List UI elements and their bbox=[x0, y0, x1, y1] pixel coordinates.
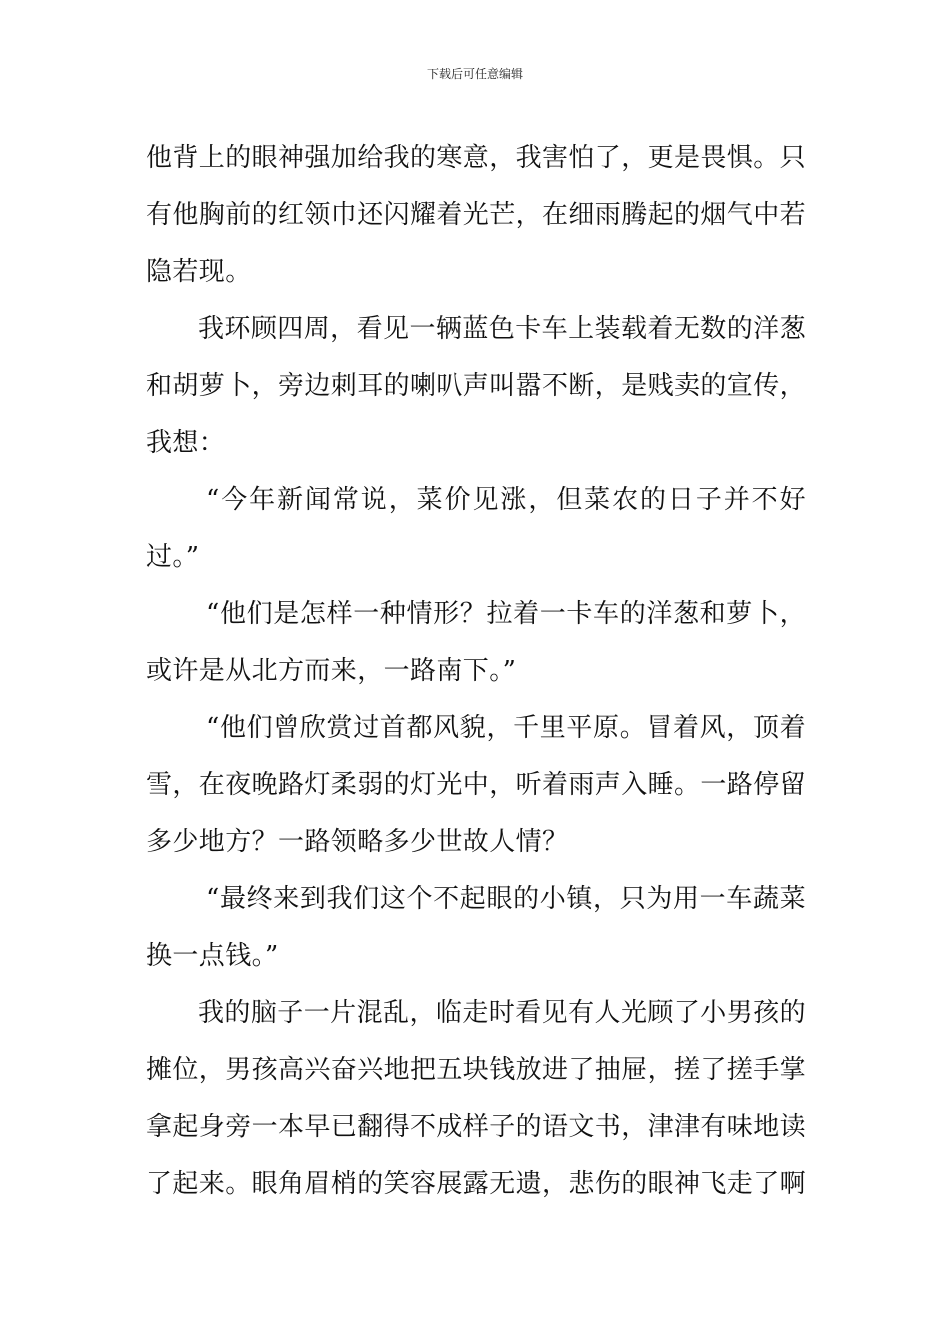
paragraph-6: “最终来到我们这个不起眼的小镇，只为用一车蔬菜换一点钱。” bbox=[146, 884, 806, 971]
paragraph-7: 我的脑子一片混乱，临走时看见有人光顾了小男孩的摊位，男孩高兴奋兴地把五块钱放进了抽屉，搓了搓手掌拿起身旁一本早已翻得不成样子的语文书，津津有味地读了起来。眼角眉梢的笑容展露无遗，悲伤的眼神飞走了啊 bbox=[146, 998, 807, 1199]
paragraph-2: 我环顾四周，看见一辆蓝色卡车上装载着无数的洋葱和胡萝卜，旁边刺耳的喇叭声叫嚣不断，是贱卖的宣传，我想： bbox=[146, 314, 807, 458]
document-body bbox=[146, 130, 806, 1213]
page-header: 下载后可任意编辑 bbox=[426, 67, 523, 81]
paragraph-1: 他背上的眼神强加给我的寒意，我害怕了，更是畏惧。只有他胸前的红领巾还闪耀着光芒，在细雨腾起的烟气中若隐若现。 bbox=[146, 143, 807, 287]
paragraph-4: “他们是怎样一种情形？拉着一卡车的洋葱和萝卜，或许是从北方而来，一路南下。” bbox=[146, 599, 806, 686]
paragraph-5: “他们曾欣赏过首都风貌，千里平原。冒着风，顶着雪，在夜晚路灯柔弱的灯光中，听着雨声入睡。一路停留多少地方？一路领略多少世故人情？ bbox=[146, 713, 807, 857]
paragraph-3: “今年新闻常说，菜价见涨，但菜农的日子并不好过。” bbox=[146, 485, 806, 572]
